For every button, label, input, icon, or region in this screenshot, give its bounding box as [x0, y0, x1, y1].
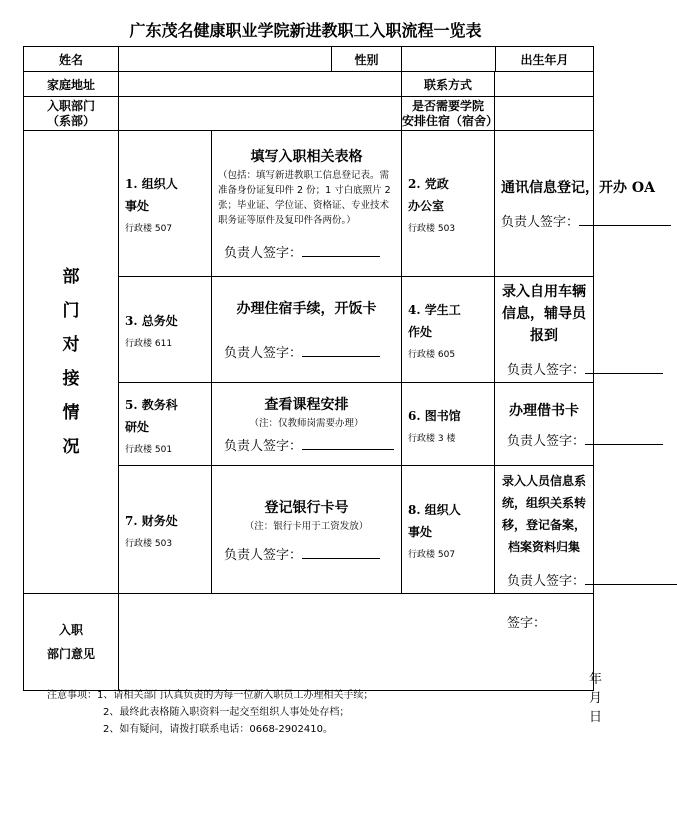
step-2-dept: 2. 党政 办公室 行政楼 503: [402, 131, 495, 277]
section-label: 部 门 对 接 情 况: [24, 131, 119, 594]
step-7-dept: 7. 财务处 行政楼 503: [119, 466, 212, 594]
step-8-task: 录入人员信息系统，组织关系转移，登记备案，档案资料归集 负责人签字：: [495, 466, 594, 594]
signature-line[interactable]: [302, 546, 380, 559]
notes: [47, 687, 373, 738]
signature-line[interactable]: [585, 432, 663, 445]
note-item: 注意事项：1、请相关部门认真负责的为每一位新入职员工办理相关手续；: [47, 690, 374, 701]
signature-line[interactable]: [302, 244, 380, 257]
step-2-task: 通讯信息登记，开办 OA 负责人签字：: [495, 131, 594, 277]
step-1-task: 填写入职相关表格 （包括：填写新进教职工信息登记表。需准备身份证复印件 2 份；1 寸白底照片 2 张；毕业证、学位证、资格证、专业技术职务证等原件及复印件各两份。） 负责人签字：: [212, 131, 402, 277]
housing-label: 是否需要学院 安排住宿（宿舍）: [402, 97, 495, 131]
address-field[interactable]: [119, 72, 402, 97]
step-3-dept: 3. 总务处 行政楼 611: [119, 277, 212, 383]
page-title: 广东茂名健康职业学院新进教职工入职流程一览表: [129, 21, 482, 40]
dept-label: 入职部门 （系部）: [24, 97, 119, 131]
opinion-date-label: 年 月 日: [589, 672, 603, 725]
step-3-task: 办理住宿手续，开饭卡 负责人签字：: [212, 277, 402, 383]
contact-field[interactable]: [495, 72, 594, 97]
row-address: [24, 72, 594, 97]
name-label: 姓名: [24, 47, 119, 72]
address-label: 家庭地址: [24, 72, 119, 97]
step-4-task: 录入自用车辆信息，辅导员报到 负责人签字：: [495, 277, 594, 383]
step-5-task: 查看课程安排 （注：仅教师岗需要办理） 负责人签字：: [212, 383, 402, 466]
step-5-dept: 5. 教务科 研处 行政楼 501: [119, 383, 212, 466]
dept-field[interactable]: [119, 97, 402, 131]
signature-line[interactable]: [302, 344, 380, 357]
row-opinion: [24, 594, 594, 691]
housing-field[interactable]: [495, 97, 594, 131]
note-item: 2、如有疑问，请拨打联系电话：0668-2902410。: [103, 724, 333, 735]
step-8-dept: 8. 组织人 事处 行政楼 507: [402, 466, 495, 594]
signature-line[interactable]: [585, 361, 663, 374]
step-6-dept: 6. 图书馆 行政楼 3 楼: [402, 383, 495, 466]
step-row-1: [24, 131, 594, 277]
note-item: 2、最终此表格随入职资料一起交至组织人事处处存档；: [103, 707, 350, 718]
opinion-label: 入职 部门意见: [24, 594, 119, 691]
row-department: [24, 97, 594, 131]
birth-label: 出生年月: [520, 52, 569, 67]
gender-field[interactable]: [402, 47, 496, 71]
signature-line[interactable]: [585, 572, 677, 585]
gender-label: 性别: [332, 47, 402, 72]
step-6-task: 办理借书卡 负责人签字：: [495, 383, 594, 466]
name-field[interactable]: [119, 47, 332, 72]
signature-line[interactable]: [302, 437, 394, 450]
step-7-task: 登记银行卡号 （注：银行卡用于工资发放） 负责人签字：: [212, 466, 402, 594]
contact-label: 联系方式: [402, 72, 495, 97]
opinion-sign-label: 签字：: [507, 616, 547, 631]
step-1-dept: 1. 组织人 事处 行政楼 507: [119, 131, 212, 277]
step-4-dept: 4. 学生工 作处 行政楼 605: [402, 277, 495, 383]
row-basic-info: [24, 47, 594, 72]
signature-line[interactable]: [579, 213, 671, 226]
